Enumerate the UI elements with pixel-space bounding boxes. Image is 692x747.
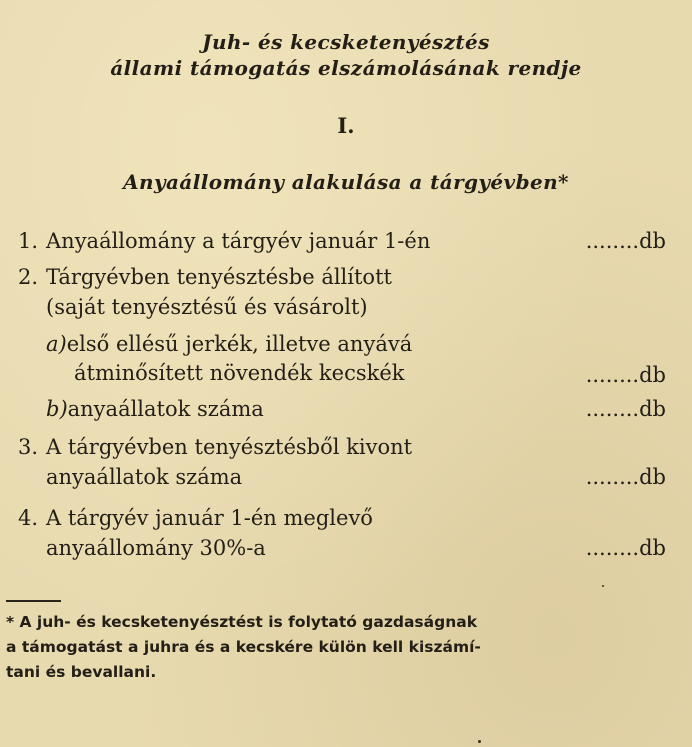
footnote-line-1: * A juh- és kecsketenyésztést is folytató gazdaságnak [6, 613, 478, 631]
paper-speck [602, 585, 604, 587]
item-4-fill: ........db [585, 536, 666, 560]
section-title: Anyaállomány alakulása a tárgyévben* [123, 170, 569, 194]
item-2b-fill: ........db [585, 397, 666, 421]
footnote-divider [6, 600, 61, 602]
item-1-number: 1. [18, 229, 39, 253]
item-2a-fill: ........db [585, 363, 666, 387]
item-1-fill: ........db [585, 229, 666, 253]
item-2a-letter: a) [46, 332, 67, 356]
item-4-text-line-2: anyaállomány 30%-a [46, 536, 266, 560]
section-number: I. [337, 113, 355, 138]
item-2a-text-line-1: első ellésű jerkék, illetve anyává [66, 332, 413, 356]
item-2a-text-line-2: átminősített növendék kecskék [74, 361, 405, 385]
footnote-line-3: tani és bevallani. [6, 663, 157, 681]
item-3-fill: ........db [585, 465, 666, 489]
item-2-text-line-2: (saját tenyésztésű és vásárolt) [46, 295, 368, 319]
item-4-number: 4. [18, 506, 39, 530]
document-title-line-1: Juh- és kecsketenyésztés [202, 30, 490, 54]
item-2-text-line-1: Tárgyévben tenyésztésbe állított [46, 265, 392, 289]
footnote-line-2: a támogatást a juhra és a kecskére külön kell kiszámí- [6, 638, 481, 656]
paper-speck [478, 740, 481, 743]
item-2a [46, 331, 412, 357]
item-3-text-line-1: A tárgyévben tenyésztésből kivont [46, 435, 413, 459]
document-title-line-2: állami támogatás elszámolásának rendje [110, 56, 582, 80]
item-2b-text: anyaállatok száma [67, 397, 264, 421]
item-2-number: 2. [18, 265, 39, 289]
item-3-text-line-2: anyaállatok száma [46, 465, 243, 489]
item-3-number: 3. [18, 435, 39, 459]
item-4-text-line-1: A tárgyév január 1-én meglevő [46, 506, 373, 530]
item-1-text: Anyaállomány a tárgyév január 1-én [46, 229, 431, 253]
item-2b-letter: b) [46, 397, 68, 421]
item-2b [46, 396, 264, 422]
